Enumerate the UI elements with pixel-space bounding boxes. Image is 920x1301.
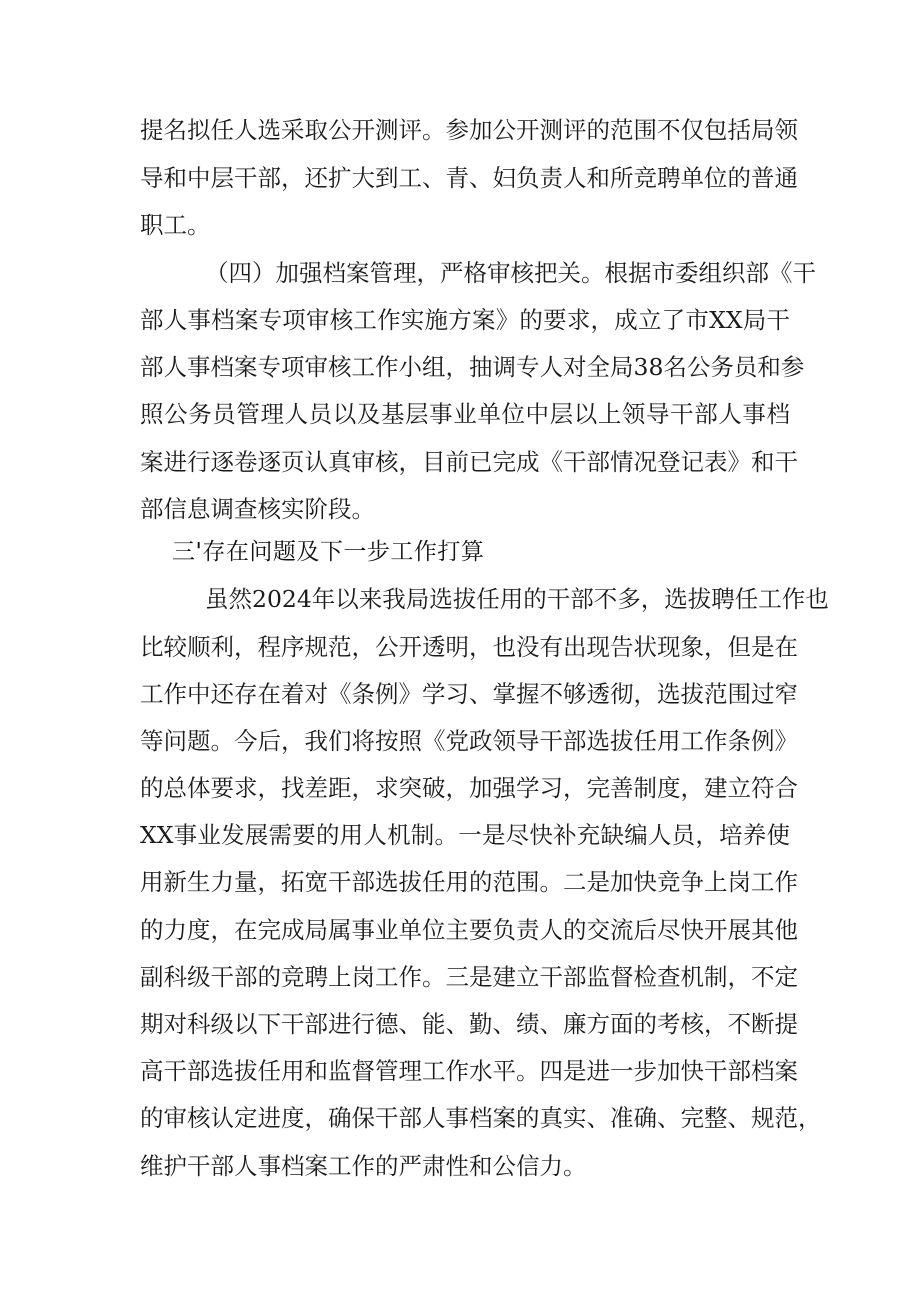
- body-text-line: 导和中层干部，还扩大到工、青、妇负责人和所竞聘单位的普通: [140, 164, 798, 192]
- section-heading: 三'存在问题及下一步工作打算: [172, 539, 485, 565]
- body-text-line: 部人事档案专项审核工作小组，抽调专人对全局38名公务员和参: [140, 353, 805, 381]
- body-text-line: 副科级干部的竞聘上岗工作。三是建立干部监督检查机制，不定: [140, 963, 798, 991]
- body-text-line: XX事业发展需要的用人机制。一是尽快补充缺编人员，培养使: [140, 821, 790, 849]
- body-text-line: 提名拟任人选采取公开测评。参加公开测评的范围不仅包括局领: [140, 116, 798, 144]
- body-text-line: 的力度，在完成局属事业单位主要负责人的交流后尽快开展其他: [140, 916, 798, 944]
- body-text-line: 的总体要求，找差距，求突破，加强学习，完善制度，建立符合: [140, 774, 798, 802]
- body-text-line: 等问题。今后，我们将按照《党政领导干部选拔任用工作条例》: [140, 727, 798, 755]
- body-text-line: 期对科级以下干部进行德、能、勤、绩、廉方面的考核，不断提: [140, 1010, 798, 1038]
- body-text-line: 职工。: [140, 211, 211, 239]
- body-text-line: 部信息调查核实阶段。: [140, 495, 375, 523]
- body-text-line: 案进行逐卷逐页认真审核，目前已完成《干部情况登记表》和干: [140, 448, 798, 476]
- body-text-line: 用新生力量，拓宽干部选拔任用的范围。二是加快竞争上岗工作: [140, 868, 798, 896]
- body-text-line: 部人事档案专项审核工作实施方案》的要求，成立了市XX局干: [140, 306, 790, 334]
- body-text-line: 虽然2024年以来我局选拔任用的干部不多，选拔聘任工作也: [205, 585, 829, 613]
- body-text-line: （四）加强档案管理，严格审核把关。根据市委组织部《干: [205, 259, 816, 287]
- body-text-line: 维护干部人事档案工作的严肃性和公信力。: [140, 1152, 587, 1180]
- body-text-line: 工作中还存在着对《条例》学习、掌握不够透彻，选拔范围过窄: [140, 680, 798, 708]
- body-text-line: 的审核认定进度，确保干部人事档案的真实、准确、完整、规范，: [140, 1104, 822, 1132]
- body-text-line: 照公务员管理人员以及基层事业单位中层以上领导干部人事档: [140, 400, 790, 428]
- body-text-line: 比较顺利，程序规范，公开透明，也没有出现告状现象，但是在: [140, 633, 798, 661]
- body-text-line: 高干部选拔任用和监督管理工作水平。四是进一步加快干部档案: [140, 1057, 798, 1085]
